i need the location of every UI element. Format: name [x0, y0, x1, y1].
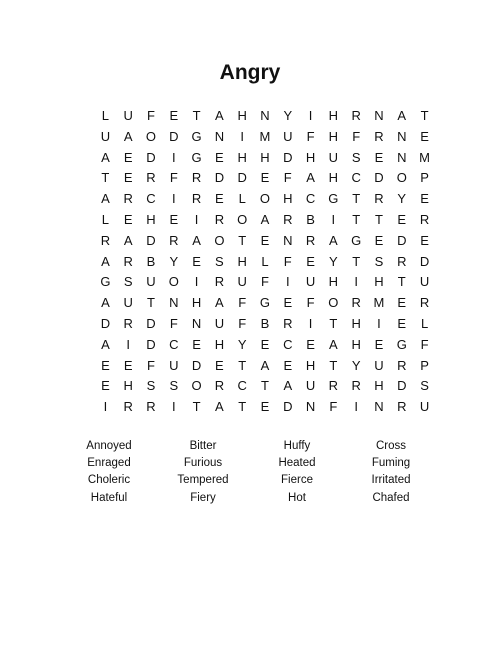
grid-letter: R — [146, 399, 156, 415]
grid-letter: N — [374, 399, 384, 415]
grid-letter: I — [194, 211, 199, 227]
grid-letter: H — [328, 274, 339, 290]
grid-letter: I — [171, 191, 176, 207]
grid-letter: R — [419, 295, 430, 311]
grid-letter: U — [123, 108, 133, 123]
grid-letter: B — [260, 315, 270, 331]
word-list-item: Huffy — [283, 440, 311, 452]
grid-letter: N — [283, 232, 293, 248]
grid-letter: L — [261, 253, 269, 269]
grid-letter: E — [215, 191, 224, 207]
grid-letter: E — [374, 336, 384, 352]
grid-letter: N — [397, 149, 407, 165]
grid-letter: U — [237, 274, 247, 290]
grid-letter: T — [238, 232, 247, 248]
grid-letter: U — [305, 378, 316, 394]
grid-letter: R — [397, 253, 407, 269]
grid-letter: L — [101, 108, 110, 123]
grid-letter: H — [305, 149, 316, 165]
grid-letter: B — [306, 211, 315, 227]
grid-letter: R — [328, 378, 339, 394]
grid-letter: E — [283, 357, 293, 373]
grid-letter: S — [374, 253, 384, 269]
grid-letter: T — [192, 108, 201, 123]
grid-letter: E — [420, 128, 429, 144]
grid-letter: I — [308, 315, 313, 331]
grid-letter: O — [328, 295, 339, 311]
grid-letter: I — [331, 211, 336, 227]
grid-letter: M — [259, 128, 271, 144]
grid-letter: A — [215, 295, 224, 311]
grid-letter: A — [260, 211, 270, 227]
grid-letter: T — [374, 211, 383, 227]
grid-letter: H — [237, 149, 247, 165]
grid-letter: O — [259, 191, 271, 207]
grid-letter: R — [283, 211, 293, 227]
grid-letter: T — [420, 108, 429, 123]
grid-letter: E — [101, 378, 110, 394]
grid-letter: D — [214, 170, 225, 186]
grid-letter: M — [373, 295, 385, 311]
grid-letter: E — [420, 232, 429, 248]
grid-letter: F — [147, 108, 155, 123]
grid-letter: E — [397, 315, 407, 331]
grid-letter: O — [237, 211, 248, 227]
grid-letter: R — [351, 378, 361, 394]
grid-letter: U — [419, 274, 430, 290]
grid-letter: R — [146, 170, 156, 186]
grid-letter: F — [169, 315, 178, 331]
grid-letter: E — [123, 170, 133, 186]
grid-letter: T — [261, 378, 269, 394]
grid-letter: A — [397, 108, 407, 123]
grid-letter: C — [351, 170, 361, 186]
grid-letter: O — [168, 274, 179, 290]
grid-letter: H — [351, 315, 361, 331]
grid-letter: D — [237, 170, 247, 186]
grid-letter: H — [374, 274, 384, 290]
grid-letter: M — [419, 149, 430, 165]
grid-letter: D — [146, 232, 156, 248]
grid-letter: I — [354, 274, 358, 290]
grid-letter: G — [351, 232, 362, 248]
grid-letter: I — [354, 399, 358, 415]
grid-letter: D — [146, 315, 156, 331]
word-list-item: Fiery — [190, 491, 216, 504]
grid-letter: I — [126, 336, 130, 352]
grid-letter: R — [123, 315, 133, 331]
word-list-item: Choleric — [87, 474, 131, 487]
grid-letter: E — [260, 232, 270, 248]
grid-letter: U — [169, 357, 179, 373]
grid-letter: R — [100, 232, 111, 248]
grid-letter: T — [147, 295, 155, 311]
grid-letter: F — [238, 295, 247, 311]
grid-letter: R — [191, 170, 202, 186]
grid-letter: O — [214, 232, 225, 248]
grid-letter: N — [374, 108, 384, 123]
grid-letter: D — [397, 378, 407, 394]
word-list-item: Furious — [183, 457, 223, 470]
grid-letter: I — [377, 315, 381, 331]
word-list-item: Enraged — [87, 457, 131, 470]
grid-letter: O — [145, 128, 157, 144]
grid-letter: G — [191, 128, 202, 144]
word-list-item: Chafed — [372, 491, 410, 504]
grid-letter: R — [214, 378, 225, 394]
grid-letter: A — [329, 232, 338, 248]
grid-letter: E — [192, 253, 201, 269]
grid-letter: U — [374, 357, 384, 373]
grid-letter: I — [308, 108, 313, 123]
grid-letter: S — [351, 149, 361, 165]
grid-letter: N — [214, 128, 225, 144]
grid-letter: U — [123, 295, 133, 311]
word-list-item: Hateful — [90, 491, 128, 504]
grid-letter: E — [260, 399, 270, 415]
grid-letter: S — [420, 378, 429, 394]
grid-letter: H — [191, 295, 202, 311]
grid-letter: Y — [397, 191, 407, 207]
grid-letter: S — [169, 378, 179, 394]
grid-letter: R — [283, 315, 293, 331]
grid-letter: H — [237, 108, 247, 123]
grid-letter: R — [351, 108, 361, 123]
grid-letter: D — [146, 149, 156, 165]
grid-letter: N — [260, 108, 270, 123]
grid-letter: U — [146, 274, 156, 290]
grid-letter: H — [328, 170, 339, 186]
grid-letter: C — [305, 191, 316, 207]
grid-letter: T — [238, 357, 247, 373]
grid-letter: A — [101, 149, 110, 165]
word-list-item: Hot — [288, 491, 306, 504]
grid-letter: A — [101, 253, 110, 269]
grid-letter: F — [306, 128, 315, 144]
word-list-item: Cross — [375, 440, 407, 452]
grid-letter: T — [352, 253, 361, 269]
grid-letter: F — [329, 399, 338, 415]
grid-letter: U — [283, 128, 293, 144]
word-list-item: Tempered — [177, 474, 229, 487]
grid-letter: E — [215, 149, 224, 165]
grid-letter: D — [169, 128, 179, 144]
grid-letter: B — [146, 253, 156, 269]
grid-letter: C — [169, 336, 179, 352]
grid-letter: H — [328, 128, 339, 144]
grid-letter: G — [396, 336, 407, 352]
grid-letter: N — [305, 399, 316, 415]
grid-letter: T — [192, 399, 201, 415]
grid-letter: A — [101, 191, 110, 207]
grid-letter: I — [285, 274, 290, 290]
grid-letter: R — [397, 399, 407, 415]
grid-letter: A — [306, 170, 315, 186]
word-list-item: Heated — [278, 457, 316, 470]
grid-letter: D — [191, 357, 202, 373]
grid-letter: H — [351, 336, 361, 352]
grid-letter: H — [237, 253, 247, 269]
page-title: Angry — [219, 61, 281, 84]
grid-letter: R — [419, 211, 430, 227]
grid-letter: H — [374, 378, 384, 394]
grid-letter: H — [146, 211, 156, 227]
grid-letter: A — [123, 128, 133, 144]
grid-letter: H — [214, 336, 225, 352]
letter-grid — [94, 106, 430, 418]
grid-letter: P — [420, 357, 429, 373]
grid-letter: E — [374, 149, 384, 165]
grid-letter: E — [283, 295, 293, 311]
grid-letter: R — [191, 191, 202, 207]
grid-letter: N — [191, 315, 202, 331]
grid-letter: D — [374, 170, 384, 186]
grid-letter: I — [240, 128, 244, 144]
grid-letter: E — [215, 357, 224, 373]
grid-letter: E — [169, 211, 179, 227]
grid-letter: L — [101, 211, 110, 227]
grid-letter: A — [283, 378, 293, 394]
grid-letter: R — [123, 253, 133, 269]
grid-letter: G — [191, 149, 202, 165]
grid-letter: R — [123, 191, 133, 207]
grid-letter: U — [214, 315, 225, 331]
grid-letter: D — [397, 232, 407, 248]
grid-letter: H — [123, 378, 133, 394]
grid-letter: R — [169, 232, 179, 248]
grid-letter: L — [420, 315, 429, 331]
grid-letter: I — [194, 274, 199, 290]
grid-letter: I — [171, 399, 176, 415]
grid-letter: R — [374, 191, 384, 207]
grid-letter: R — [374, 128, 384, 144]
grid-letter: N — [169, 295, 179, 311]
grid-letter: T — [329, 315, 338, 331]
grid-letter: F — [306, 295, 315, 311]
grid-letter: H — [328, 108, 339, 123]
grid-letter: D — [146, 336, 156, 352]
word-list-item: Irritated — [371, 474, 411, 487]
grid-letter: S — [146, 378, 156, 394]
grid-letter: H — [260, 149, 270, 165]
grid-letter: I — [171, 149, 176, 165]
grid-letter: A — [215, 399, 224, 415]
grid-letter: U — [305, 274, 316, 290]
grid-letter: G — [328, 191, 339, 207]
grid-letter: D — [283, 399, 293, 415]
grid-letter: T — [238, 399, 247, 415]
grid-letter: S — [123, 274, 133, 290]
grid-letter: F — [147, 357, 155, 373]
grid-letter: R — [305, 232, 316, 248]
grid-letter: A — [192, 232, 201, 248]
grid-letter: E — [306, 336, 315, 352]
grid-letter: E — [397, 295, 407, 311]
grid-letter: E — [169, 108, 179, 123]
grid-letter: E — [306, 253, 315, 269]
grid-letter: F — [283, 253, 292, 269]
grid-letter: H — [305, 357, 316, 373]
grid-letter: R — [123, 399, 133, 415]
grid-letter: S — [215, 253, 224, 269]
word-list-item: Annoyed — [86, 440, 132, 452]
grid-letter: I — [103, 399, 108, 415]
word-list — [62, 438, 438, 507]
grid-letter: E — [192, 336, 201, 352]
grid-letter: E — [397, 211, 407, 227]
grid-letter: T — [352, 211, 361, 227]
grid-letter: F — [261, 274, 269, 290]
grid-letter: D — [100, 315, 111, 331]
grid-letter: T — [352, 191, 361, 207]
grid-letter: T — [101, 170, 110, 186]
grid-letter: U — [100, 128, 111, 144]
grid-letter: E — [123, 357, 133, 373]
grid-letter: A — [215, 108, 224, 123]
grid-letter: N — [397, 128, 407, 144]
grid-letter: T — [329, 357, 338, 373]
word-list-item: Fierce — [281, 474, 313, 487]
grid-letter: R — [214, 211, 225, 227]
grid-letter: L — [238, 191, 246, 207]
grid-letter: C — [283, 336, 293, 352]
grid-letter: E — [260, 336, 270, 352]
grid-letter: Y — [283, 108, 293, 123]
word-list-item: Fuming — [371, 457, 411, 470]
grid-letter: F — [420, 336, 429, 352]
grid-letter: E — [123, 149, 133, 165]
grid-letter: H — [283, 191, 293, 207]
grid-letter: F — [352, 128, 361, 144]
grid-letter: D — [283, 149, 293, 165]
grid-letter: A — [260, 357, 270, 373]
grid-letter: E — [374, 232, 384, 248]
grid-letter: Y — [351, 357, 361, 373]
grid-letter: D — [419, 253, 430, 269]
grid-letter: U — [419, 399, 430, 415]
grid-letter: G — [259, 295, 271, 311]
grid-letter: E — [101, 357, 110, 373]
grid-letter: G — [100, 274, 111, 290]
grid-letter: F — [238, 315, 247, 331]
word-list-item: Bitter — [189, 440, 217, 452]
grid-letter: E — [123, 211, 133, 227]
grid-letter: P — [420, 170, 429, 186]
grid-letter: Y — [237, 336, 247, 352]
grid-letter: C — [237, 378, 247, 394]
grid-letter: A — [123, 232, 133, 248]
grid-letter: R — [351, 295, 361, 311]
grid-letter: E — [260, 170, 270, 186]
grid-letter: T — [397, 274, 406, 290]
grid-letter: R — [397, 357, 407, 373]
grid-letter: Y — [329, 253, 338, 269]
grid-letter: C — [146, 191, 156, 207]
grid-letter: Y — [169, 253, 179, 269]
grid-letter: U — [328, 149, 339, 165]
grid-letter: O — [396, 170, 407, 186]
grid-letter: A — [329, 336, 338, 352]
grid-letter: A — [101, 336, 110, 352]
grid-letter: R — [214, 274, 225, 290]
grid-letter: O — [191, 378, 202, 394]
grid-letter: A — [101, 295, 110, 311]
grid-letter: E — [420, 191, 429, 207]
grid-letter: F — [283, 170, 292, 186]
grid-letter: F — [169, 170, 178, 186]
